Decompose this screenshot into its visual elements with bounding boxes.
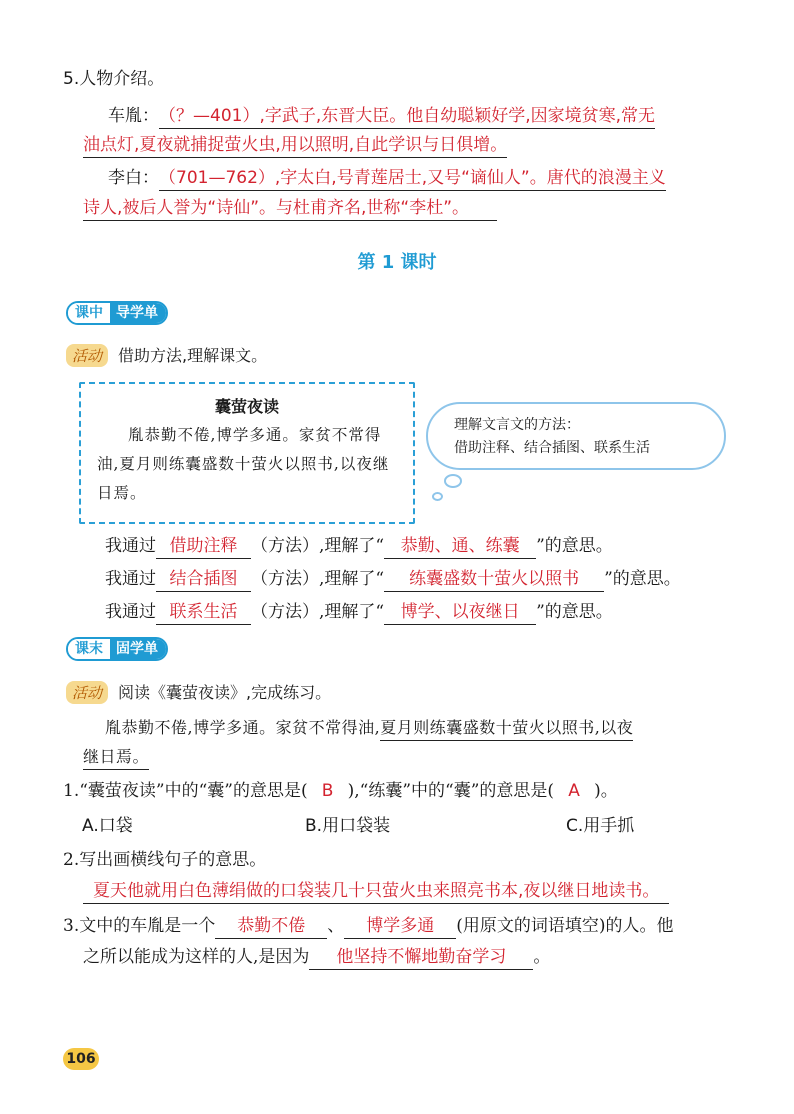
passage-title: 囊萤夜读 (214, 397, 279, 416)
activity1-title: 借助方法,理解课文。 (118, 346, 268, 365)
guide-section-tag (66, 301, 168, 325)
chegui-intro-line2 (83, 133, 507, 158)
q1-answer-1: B (321, 781, 334, 801)
q1-text: ),“练囊”中的“囊”的意思是( (347, 781, 555, 801)
chegui-answer-1: （？—401）,字武子,东晋大臣。他自幼聪颖好学,因家境贫寒,常无 (159, 104, 655, 129)
thought-bubble (444, 474, 462, 488)
method-row (105, 567, 681, 592)
row-prefix: 我通过 (105, 569, 156, 589)
q3-text: 之所以能成为这样的人,是因为 (83, 947, 310, 967)
guide-tag-left: 课中 (68, 303, 110, 323)
q3-answer-1: 恭勤不倦 (215, 914, 327, 939)
chegui-answer-2: 油点灯,夏夜就捕捉萤火虫,用以照明,自此学识与日俱增。 (83, 133, 507, 158)
libai-intro-line1 (108, 166, 666, 191)
method-row (105, 600, 613, 625)
tip-line2: 借助注释、结合插图、联系生活 (454, 440, 650, 456)
activity-tag: 活动 (66, 344, 108, 367)
method-blank: 联系生活 (156, 600, 251, 625)
q2-answer-line (83, 879, 669, 904)
tip-line1: 理解文言文的方法： (454, 417, 580, 433)
term-blank: 练囊盛数十萤火以照书 (384, 567, 604, 592)
consolidate-tag-right: 固学单 (110, 639, 166, 659)
row-suffix: ”的意思。 (536, 602, 613, 622)
libai-intro-line2 (83, 196, 497, 221)
activity2-title: 阅读《囊萤夜读》,完成练习。 (118, 683, 332, 702)
reading-passage-line2 (83, 745, 149, 770)
q1-text: )。 (594, 781, 618, 801)
q3-text: 、 (327, 916, 345, 936)
q3-text: 。 (533, 947, 551, 967)
question-1 (63, 779, 618, 803)
passage-box (79, 382, 415, 524)
option-b: B.用口袋装 (305, 816, 391, 836)
method-row (105, 534, 613, 559)
chegui-intro-line1 (108, 104, 655, 129)
question-2: 2.写出画横线句子的意思。 (63, 850, 267, 870)
libai-answer-1: （701—762）,字太白,号青莲居士,又号“谪仙人”。唐代的浪漫主义 (159, 166, 666, 191)
row-suffix: ”的意思。 (604, 569, 681, 589)
q2-answer: 夏天他就用白色薄绢做的口袋装几十只萤火虫来照亮书本,夜以继日地读书。 (83, 879, 669, 904)
page-number: 106 (63, 1048, 99, 1070)
question-3 (63, 914, 674, 939)
q3-answer-3: 他坚持不懈地勤奋学习 (309, 945, 533, 970)
term-blank: 恭勤、通、练囊 (384, 534, 536, 559)
q3-answer-2: 博学多通 (344, 914, 456, 939)
passage-underlined: 继日焉。 (83, 745, 149, 770)
q3-text: (用原文的词语填空)的人。他 (456, 916, 674, 936)
libai-answer-2: 诗人,被后人誉为“诗仙”。与杜甫齐名,世称“李杜”。 (83, 196, 497, 221)
term-blank: 博学、以夜继日 (384, 600, 536, 625)
q1-text: 1.“囊萤夜读”中的“囊”的意思是( (63, 781, 308, 801)
passage-text: 胤恭勤不倦,博学多通。家贫不常得油,夏月则练囊盛数十萤火以照书,以夜继日焉。 (97, 426, 390, 502)
activity2-heading (66, 680, 331, 704)
option-c: C.用手抓 (566, 816, 635, 836)
consolidate-section-tag (66, 637, 168, 661)
activity-tag: 活动 (66, 681, 108, 704)
method-tip-cloud (426, 402, 726, 470)
row-middle: （方法）,理解了“ (251, 536, 385, 556)
passage-underlined: 夏月则练囊盛数十萤火以照书,以夜 (380, 716, 633, 741)
chegui-name: 车胤： (108, 106, 159, 126)
row-middle: （方法）,理解了“ (251, 602, 385, 622)
option-a: A.口袋 (82, 816, 133, 836)
guide-tag-right: 导学单 (110, 303, 166, 323)
method-blank: 结合插图 (156, 567, 251, 592)
section-heading: 5.人物介绍。 (63, 69, 165, 89)
q3-text: 3.文中的车胤是一个 (63, 916, 216, 936)
consolidate-tag-left: 课末 (68, 639, 110, 659)
question-3-cont (83, 945, 550, 970)
reading-passage-line1 (105, 716, 633, 741)
q1-answer-2: A (568, 781, 580, 801)
passage-plain: 胤恭勤不倦,博学多通。家贫不常得油, (105, 718, 381, 737)
row-prefix: 我通过 (105, 602, 156, 622)
row-suffix: ”的意思。 (536, 536, 613, 556)
libai-name: 李白： (108, 168, 159, 188)
method-blank: 借助注释 (156, 534, 251, 559)
lesson-title: 第 1 课时 (357, 252, 437, 273)
row-prefix: 我通过 (105, 536, 156, 556)
row-middle: （方法）,理解了“ (251, 569, 385, 589)
activity1-heading (66, 343, 267, 367)
thought-bubble (432, 492, 443, 501)
